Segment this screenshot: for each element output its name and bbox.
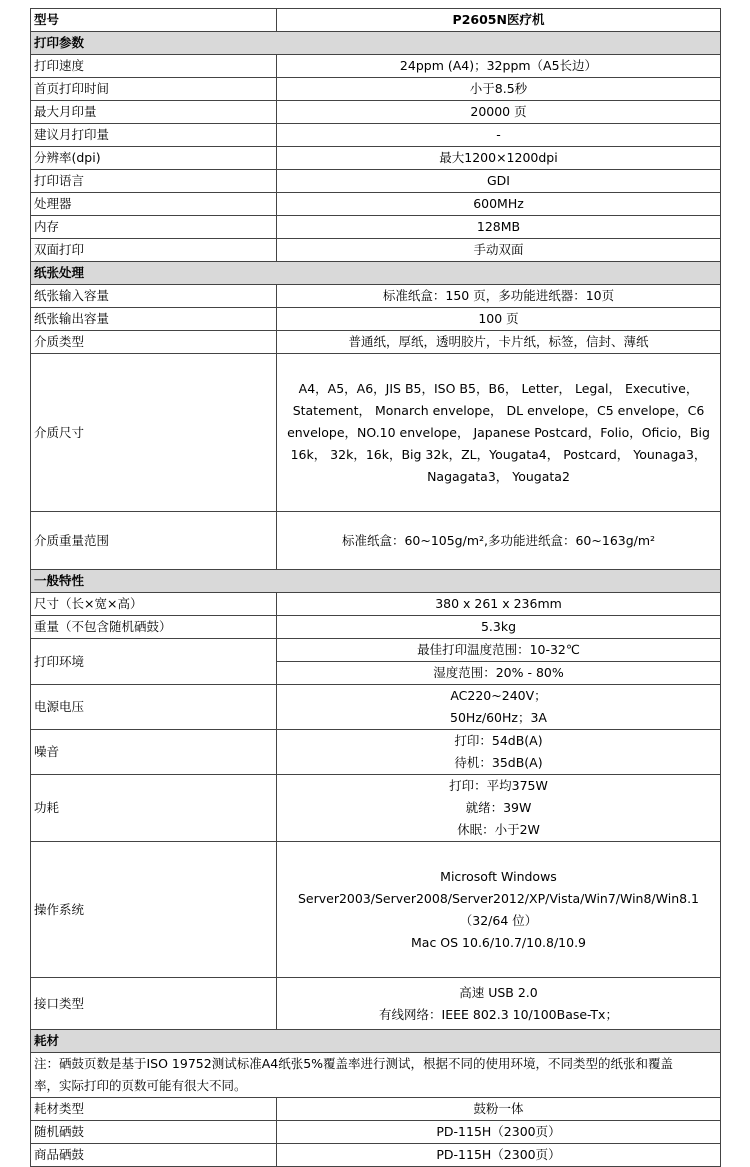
table-row [31,216,721,239]
media-size-line: Statement， Monarch envelope， DL envelope，C5 envelope，C6 [292,402,705,418]
row-label: 商品硒鼓 [31,1144,277,1167]
row-value: 鼓粉一体 [277,1098,721,1121]
table-row [31,147,721,170]
note-line: 注：硒鼓页数是基于ISO 19752测试标准A4纸张5%覆盖率进行测试，根据不同的使用环境，不同类型的纸张和覆盖 [34,1056,674,1071]
row-label: 接口类型 [31,978,277,1030]
media-size-line: Nagagata3， Yougata2 [427,468,570,484]
value-line: 打印：平均375W [449,778,548,793]
table-row [31,239,721,262]
row-label: 随机硒鼓 [31,1121,277,1144]
row-value: 5.3kg [277,616,721,639]
row-value: 最大1200×1200dpi [277,147,721,170]
table-row [31,639,721,662]
table-row [31,593,721,616]
power-value [277,685,721,730]
media-size-value [277,354,721,512]
value-line: 高速 USB 2.0 [459,984,538,1000]
row-label: 纸张输入容量 [31,285,277,308]
row-label: 分辨率(dpi) [31,147,277,170]
media-size-line: 16k， 32k，16k，Big 32k，ZL，Yougata4， Postcard， Younaga3， [290,446,707,462]
value-line: Mac OS 10.6/10.7/10.8/10.9 [411,934,586,950]
supplies-note [31,1053,721,1098]
row-label: 电源电压 [31,685,277,730]
section-title: 纸张处理 [31,262,721,285]
section-supplies [31,1030,721,1053]
row-value: 标准纸盒：150 页，多功能进纸器：10页 [277,285,721,308]
value-line: 打印：54dB(A) [454,733,543,748]
table-row [31,331,721,354]
row-label: 重量（不包含随机硒鼓） [31,616,277,639]
table-row [31,308,721,331]
table-row [31,1144,721,1167]
interface-value [277,978,721,1030]
table-row [31,616,721,639]
row-label: 打印环境 [31,639,277,685]
table-row [31,354,721,512]
row-label: 介质类型 [31,331,277,354]
row-value: 普通纸，厚纸，透明胶片，卡片纸，标签，信封、薄纸 [277,331,721,354]
section-title: 耗材 [31,1030,721,1053]
row-value: 128MB [277,216,721,239]
table-row [31,1098,721,1121]
row-label: 尺寸（长×宽×高） [31,593,277,616]
spec-table [30,8,721,1167]
row-value: 湿度范围：20% - 80% [277,662,721,685]
section-paper-handling [31,262,721,285]
row-label: 噪音 [31,730,277,775]
power-consumption-value [277,775,721,842]
row-value: PD-115H（2300页） [277,1144,721,1167]
table-row [31,842,721,978]
section-title: 一般特性 [31,570,721,593]
note-row [31,1053,721,1098]
section-print-params [31,32,721,55]
row-label: 建议月打印量 [31,124,277,147]
os-value [277,842,721,978]
table-row [31,193,721,216]
noise-value [277,730,721,775]
table-row [31,730,721,775]
table-row [31,978,721,1030]
value-line: 就绪：39W [465,800,532,815]
row-label: 介质尺寸 [31,354,277,512]
header-label: 型号 [31,9,277,32]
value-line: Microsoft Windows [440,868,557,884]
value-line: 休眠：小于2W [457,822,540,837]
note-line: 率，实际打印的页数可能有很大不同。 [34,1078,247,1093]
row-value: PD-115H（2300页） [277,1121,721,1144]
row-label: 处理器 [31,193,277,216]
row-label: 内存 [31,216,277,239]
table-row [31,775,721,842]
row-label: 双面打印 [31,239,277,262]
value-line: Server2003/Server2008/Server2012/XP/Vista/Win7/Win8/Win8.1 [297,890,700,906]
row-label: 首页打印时间 [31,78,277,101]
media-size-line: envelope，NO.10 envelope， Japanese Postcard，Folio，Oficio，Big [287,424,710,440]
header-row [31,9,721,32]
table-row [31,170,721,193]
value-line: AC220~240V； [450,688,547,703]
table-row [31,685,721,730]
model-name: P2605N医疗机 [277,9,721,32]
row-label: 介质重量范围 [31,512,277,570]
row-label: 最大月印量 [31,101,277,124]
value-line: （32/64 位） [459,912,538,928]
row-value: 380 x 261 x 236mm [277,593,721,616]
section-general [31,570,721,593]
media-size-line: A4，A5，A6，JIS B5，ISO B5，B6， Letter， Legal， Executive， [298,380,699,396]
value-line: 待机：35dB(A) [454,755,543,770]
row-value: GDI [277,170,721,193]
table-row [31,55,721,78]
value-line: 有线网络：IEEE 802.3 10/100Base-Tx； [379,1006,618,1022]
row-label: 打印语言 [31,170,277,193]
row-value: 24ppm (A4)；32ppm（A5长边） [277,55,721,78]
row-value: 小于8.5秒 [277,78,721,101]
table-row [31,78,721,101]
row-label: 功耗 [31,775,277,842]
value-line: 50Hz/60Hz；3A [450,710,547,725]
table-row [31,285,721,308]
row-value: 最佳打印温度范围：10-32℃ [277,639,721,662]
row-label: 耗材类型 [31,1098,277,1121]
table-row [31,124,721,147]
table-row [31,1121,721,1144]
row-label: 打印速度 [31,55,277,78]
table-row [31,101,721,124]
row-value: 20000 页 [277,101,721,124]
row-label: 纸张输出容量 [31,308,277,331]
table-row [31,512,721,570]
row-value: 100 页 [277,308,721,331]
row-label: 操作系统 [31,842,277,978]
row-value: 标准纸盒：60~105g/m²,多功能进纸盒：60~163g/m² [277,512,721,570]
row-value: - [277,124,721,147]
row-value: 600MHz [277,193,721,216]
section-title: 打印参数 [31,32,721,55]
row-value: 手动双面 [277,239,721,262]
